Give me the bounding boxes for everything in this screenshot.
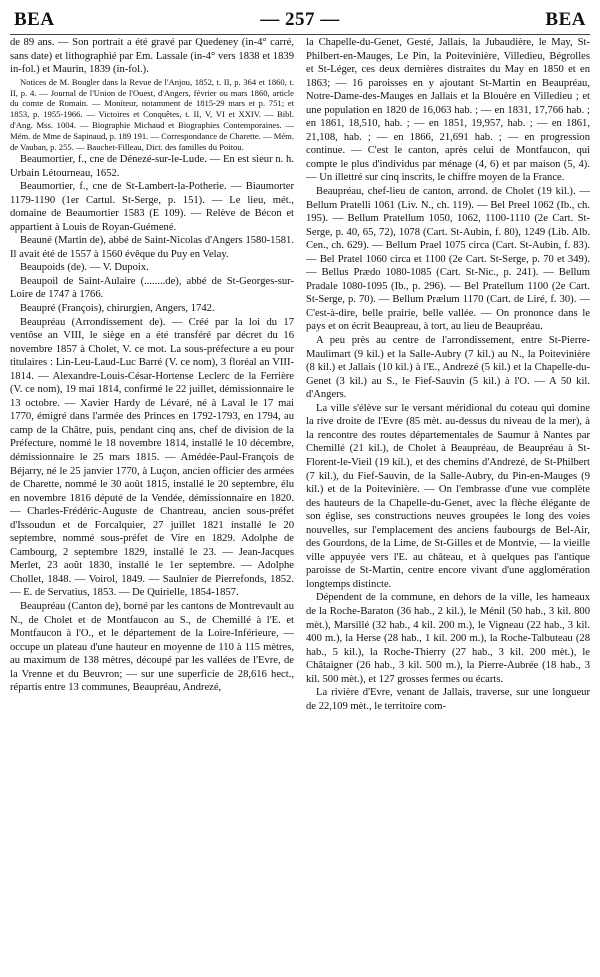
paragraph: La rivière d'Evre, venant de Jallais, traverse, sur une longueur de 22,109 mèt., le territoire com- <box>306 687 590 712</box>
paragraph: la Chapelle-du-Genet, Gesté, Jallais, la Jubaudière, le May, St-Philbert-en-Mauges, Le Pin, la Poitevinière, Villedieu, Bégrolles et St-Léger, ces deux dernières distraites du May en 1850 et en 1863; — 16 paroisses en y ajoutant St-Martin en Beaupréau, Notre-Dame-des-Mauges en Jallais et la Blouère en Villedieu ; et une population en 1820 de 16,063 hab. ; — en 1831, 17,766 hab. ; en 1861, 18,510, hab. ; — en 1851, 19,957, hab. ; — en 1861, 21,108, hab. ; — en 1866, 21,691 hab. ; — en progression continue. — C'est le canton, après celui de Montfaucon, qui compte le plus d'individus par ménage (4, 6) et par maison (5, 4). — Un illettré sur cinq inscrits, le chiffre moyen de la France. <box>306 37 590 184</box>
entry-beaumortier-2: Beaumortier, f., cne de St-Lambert-la-Potherie. — Biaumorter 1179-1190 (1er Cartul. St-Serge, p. 151). — Le lieu, mét., domaine de Beaumortier 1583 (E 109). — Relève de Bécon et appartient à Louis de Royan-Guémené. <box>10 181 294 233</box>
entry-beaupre: Beaupré (François), chirurgien, Angers, 1742. <box>20 303 215 314</box>
header-rule <box>10 34 590 35</box>
entry-beaupoids: Beaupoids (de). — V. Dupoix. <box>20 262 149 274</box>
page-number: — 257 — <box>260 9 340 30</box>
entry-beaupreau-canton: Beaupréau (Canton de), borné par les cantons de Montrevault au N., de Cholet et de Montfaucon au S., de Chemillé à l'E. et Montfaucon à l'O., et le département de la Loire-Inférieure, — occupe un plateau d'une hauteur en moyenne de 110 à 115 mètres, au maximum de 138 mètres, découpé par les vallées de l'Evre, de la Vrenne et du Beuvron; — sur une superficie de 28,616 hect., répartis entre 13 communes, Beaupréau, Andrezé, <box>10 601 294 694</box>
entry-beaupreau-arrondissement: Beaupréau (Arrondissement de). — Créé par la loi du 17 ventôse an VIII, le siège en a été transféré par décret du 16 novembre 1857 à Cholet, V. ce mot. La sous-préfecture a eu pour titulaires : Lin-Leu-Laud-Luc Barré (V. ce nom), 3 floréal an VIII-1814. — Alexandre-Louis-César-Hortense Leclerc de la Ferrière (V. ce nom), 19 mai 1814, confirmé le 22 juillet, démissionnaire le 13 octobre. — Xavier Hardy de Lévaré, né à Laval le 17 mai 1770, émigré dans l'armée des Princes en 1792-1793, en 1794, au camp de la Châtre, puis, pendant cinq ans, chef de division de la Préfecture, nommé le 18 novembre 1814, installé le 10 décembre, démissionnaire le 25 mars 1815. — Amédée-Paul-François de Béjarry, né le 25 janvier 1770, à Luçon, ancien officier des armées de Charette, nommé le 30 août 1815, installé le 20 septembre, élu en novembre 1816 député de la Vendée, démissionnaire en 1820. — Charles-Frédéric-Auguste de Chantreau, ancien sous-préfet d'Issoudun et de Forcalquier, 27 juillet 1821 installé le 20 septembre, nommé sous-préfet de Vire en 1829. Adolphe de Cambourg, 2 septembre 1829, installé le 23. — Jean-Jacques Merlet, 23 août 1830, installé le 1er septembre. — Adolphe Chollet, 1848. — Voirol, 1849. — Saulnier de Pierrefonds, 1852. — E. de Servatius, 1853. — De Quirielle, 1854-1857. <box>10 316 294 599</box>
paragraph: Dépendent de la commune, en dehors de la ville, les hameaux de la Roche-Baraton (36 hab., 2 kil.), le Ménil (50 hab., 3 kil. 800 mèt.), Marsillé (32 hab., 4 kil. 200 m.), le Vigneau (22 hab., 3 kil. 400 m.), la Herse (28 hab., 1 kil. 200 m.), la Roche-Talbuteau (28 hab., 5 kil.), la Roche-Thierry (27 hab., 3 kil. 200 mèt.), le Châtaigner (26 hab., 3 kil. 500 m.), la Pierre-Aubrée (18 hab., 3 kil. 500 mèt.), et 127 grosses fermes ou écarts. <box>306 592 590 685</box>
left-column <box>10 36 294 695</box>
paragraph: A peu près au centre de l'arrondissement, entre St-Pierre-Maulimart (9 kil.) et la Salle-Aubry (7 kil.) au N., la Poitevinière (8 kil.) et Jallais (10 kil.) à l'E., Andrezé (5 kil.) et la Chapelle-du-Genet (3 kil.) au S., le Fief-Sauvin (5 kil.) à l'O. — A 50 kil. d'Angers. <box>306 335 590 401</box>
entry-beaupreau-town: Beaupréau, chef-lieu de canton, arrond. de Cholet (19 kil.). — Bellum Pratelli 1061 (Liv. N., ch. 119). — Bel Preel 1062 (Ib., ch. 195). — Bellum Pratellum 1050, 1062, 1100-1110 (2e Cart. St-Serge, p. 40, 65, 72), 1078 (Cart. St-Aubin, f. 80), 1249 (Lib. Alb. Cen., ch. 629). — Bellum Prael 1075 circa (Cart. St-Aubin, f. 83). — Bel Pratel 1060 circa et 1100 (2e Cart. St-Serge, p. 70 et 349). — Bellus Prædo 1080-1085 (Cart. St-Nic., p. 241). — Bellum Pradale 1080-1095 (Ib., p. 296). — Bel Pratellum 1100 (2e Cart. St-Serge, p. 70). — Bellum Prælum 1170 (Cart. de Liré, f. 30). — C'est-à-dire, belle prairie, belle vallée. — On prononce dans le pays et on écrit Beaupreau, à tort, au lieu de Beaupréau. <box>306 186 590 333</box>
paragraph: de 89 ans. — Son portrait a été gravé par Quedeney (in-4° carré, sans date) et lithographié par Em. Lassale (in-4° vers 1838 et 1839 in-fol.) et Maurin, 1839 (in-fol.). <box>10 37 294 76</box>
page-header <box>14 8 586 32</box>
entry-beaumortier-1: Beaumortier, f., cne de Dénezé-sur-le-Lude. — En est sieur n. h. Urbain Létourneau, 1652. <box>10 153 294 179</box>
entry-beaune: Beauné (Martin de), abbé de Saint-Nicolas d'Angers 1580-1581. Il avait été de 1557 à 1560 évêque du Puy en Velay. <box>10 235 294 260</box>
right-column <box>306 36 590 713</box>
header-right-title: BEA <box>545 9 586 30</box>
reference-notes: Notices de M. Bougler dans la Revue de l'Anjou, 1852, t. II, p. 364 et 1860, t. II, p. 4. — Journal de l'Union de l'Ouest, d'Angers, février ou mars 1860, article du comte de Romain. — Moniteur, notamment de 1815-29 mars et p. 751; et 1853, p. 1955-1966. — Victoires et Conquêtes, t. II, V, VI et XXIV. — Bibl. d'Ang. Mss. 1004. — Biographie Michaud et Biographies Contemporaines. — Mém. de Mme de Sapinaud, p. 189 191. — Correspondance de Charette. — Mém. de Vauban, p. 255. — Bauchet-Filleau, Dict. des familles du Poitou. <box>10 76 294 153</box>
paragraph: La ville s'élève sur le versant méridional du coteau qui domine la rive droite de l'Evre (85 mèt. au-dessus du niveau de la mer), à la rencontre des routes départementales de Saumur à Nantes par Chemillé (21 kil.), de Cholet à Beaupréau, de Beaupréau à St-Florent-le-Vieil (19 kil.), et des chemins d'Andrezé, de St-Philbert (7 kil.), du Fief-Sauvin, de la Salle-Aubry, du Pin-en-Mauges (9 kil.) et de la Poitevinière. — On l'embrasse d'une vue complète des hauteurs de la Chapelle-du-Genet, avec la flèche élégante de son église, ses constructions neuves groupées le long des voies nouvelles, sur l'emplacement des anciens faubourgs de Bel-Air, des Gourdons, de la Lime, de St-Gilles et de Montvie, — la vieille ville appuyée vers l'E. au château, et à quelques pas l'antique paroisse de St-Martin, centre encore vivant d'une agglomération longtemps distincte. <box>306 402 590 590</box>
header-left-title: BEA <box>14 9 55 30</box>
entry-beaupoil: Beaupoil de Saint-Aulaire (........de), abbé de St-Georges-sur-Loire de 1747 à 1766. <box>10 275 294 301</box>
